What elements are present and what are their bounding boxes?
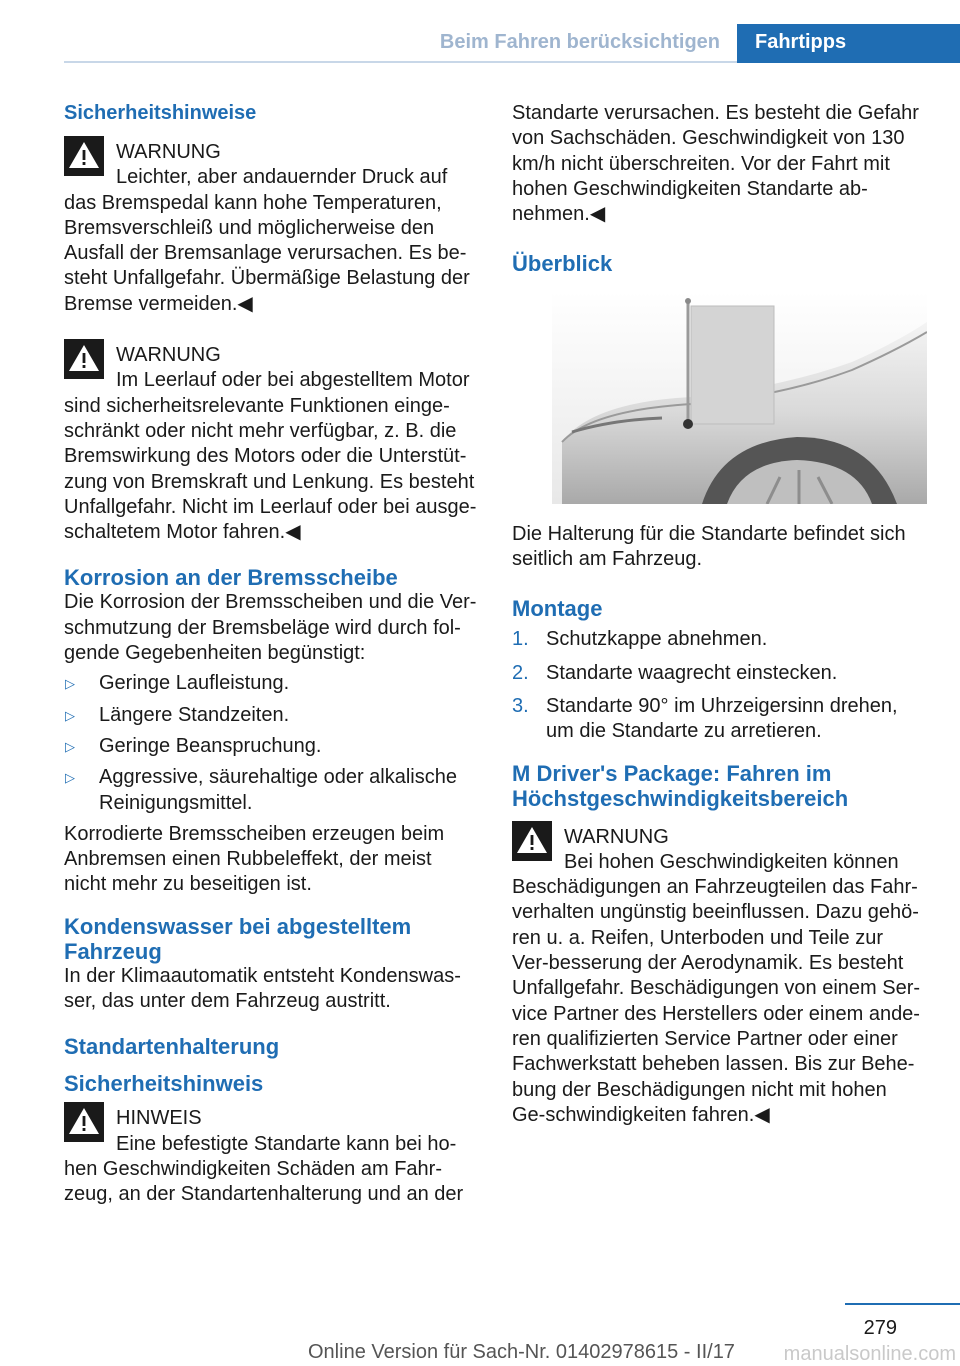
step-number: 1. [512, 628, 529, 651]
heading-m-drivers-package: M Driver's Package: Fahren im Höchstgeschwindigkeitsbereich [512, 760, 849, 811]
list-item: 2. Standarte waagrecht einstecken. [512, 661, 925, 686]
heading-montage: Montage [512, 596, 603, 622]
heading-standartenhalterung: Standartenhalterung [64, 1034, 280, 1060]
note-continuation: Standarte verursachen. Es besteht die Gefahr von Sachschäden. Geschwindigkeit von 130 km/h nicht überschreiten. Vor der Fahrt mit hohen Geschwindigkeiten Standarte ab‐nehmen.◀ [512, 102, 919, 226]
warning-icon [64, 1102, 104, 1142]
list-item: 3. Standarte 90° im Uhrzeigersinn drehen, um die Standarte zu arretieren. [512, 694, 898, 743]
step-number: 2. [512, 661, 529, 684]
korrosion-intro: Die Korrosion der Bremsscheiben und die Ver‐schmutzung der Bremsbeläge wird durch fol‐gende Gegebenheiten begünstigt: [64, 591, 477, 665]
bullet-marker: ▷ [65, 676, 75, 692]
list-item: ▷ Geringe Beanspruchung. [64, 734, 477, 759]
heading-ueberblick: Überblick [512, 251, 613, 277]
warning-label: WARNUNG [116, 141, 221, 163]
bullet-marker: ▷ [65, 770, 75, 786]
list-item: ▷ Aggressive, säurehaltige oder alkalische Reinigungsmittel. [65, 766, 457, 814]
footer-rule [845, 1303, 960, 1305]
warning-text: Beschädigungen an Fahrzeugteilen das Fahr‐verhalten ungünstig beeinflussen. Dazu gehö‐ren u. a. Reifen, Unterboden und Teile zur Ver‐besserung der Aerodynamik. Es besteht Unfallgefahr. Beschädigungen von einem Ser‐vice Partner des Herstellers oder einem ande‐ren qualifizierten Service Partner oder einer Fachwerkstatt beheben lassen. Bis zur Behe‐bung der Beschädigungen nicht mit hohen Ge‐schwindigkeiten fahren.◀ [512, 876, 921, 1126]
warning-block-2 [64, 341, 477, 545]
warning-icon [64, 339, 104, 379]
bullet-marker: ▷ [65, 738, 75, 754]
warning-label: WARNUNG [564, 825, 669, 848]
warning-text-first: Im Leerlauf oder bei abgestelltem Motor [116, 369, 470, 392]
heading-sicherheitshinweis: Sicherheitshinweis [64, 1071, 264, 1097]
heading-korrosion: Korrosion an der Bremsscheibe [64, 565, 398, 591]
chapter-tab: Fahrtipps [737, 24, 960, 63]
bullet-marker: ▷ [65, 707, 75, 723]
korrosion-after: Korrodierte Bremsscheiben erzeugen beim Anbremsen einen Rubbeleffekt, der meist nicht mehr zu beseitigen ist. [64, 822, 445, 896]
warning-text-first: Leichter, aber andauernder Druck auf [116, 166, 448, 189]
warning-block-1 [64, 138, 477, 317]
online-version-note: Online Version für Sach-Nr. 01402978615 - II/17 [308, 1341, 735, 1363]
left-column [64, 101, 477, 1208]
warning-text: das Bremspedal kann hohe Temperaturen, Bremsverschleiß und möglicherweise den Ausfall der Bremsanlage verursachen. Es be‐steht Unfallgefahr. Übermäßige Belastung der Bremse vermeiden.◀ [64, 191, 470, 315]
note-text: hen Geschwindigkeiten Schäden am Fahr‐zeug, an der Standartenhalterung und an der [64, 1157, 464, 1206]
warning-icon [64, 136, 104, 176]
montage-steps [512, 627, 925, 744]
warning-label: WARNUNG [116, 344, 221, 367]
right-column [512, 101, 925, 1128]
note-label: HINWEIS [116, 1107, 202, 1130]
heading-sicherheitshinweise: Sicherheitshinweise [64, 102, 257, 124]
watermark: manualsonline.com [783, 1343, 956, 1365]
warning-text-first: Bei hohen Geschwindigkeiten können [564, 850, 899, 873]
korrosion-list [64, 671, 477, 815]
breadcrumb: Beim Fahren berücksichtigen [439, 31, 720, 53]
heading-kondenswasser: Kondenswasser bei abgestelltem Fahrzeug [64, 913, 412, 964]
kondens-text: In der Klimaautomatik entsteht Kondenswas‐ser, das unter dem Fahrzeug austritt. [64, 964, 461, 1013]
warning-block-3 [512, 823, 925, 1129]
warning-text: sind sicherheitsrelevante Funktionen einge‐schränkt oder nicht mehr verfügbar, z. B. die Bremswirkung des Motors oder die Unterstüt‐zung von Bremskraft und Lenkung. Es besteht Unfallgefahr. Nicht im Leerlauf oder bei ausge‐schaltetem Motor fahren.◀ [64, 394, 477, 544]
list-item: ▷ Längere Standzeiten. [64, 703, 477, 728]
car-flag-holder-image [552, 292, 927, 504]
list-item: ▷ Geringe Laufleistung. [64, 671, 477, 696]
image-caption: Die Halterung für die Standarte befindet sich seitlich am Fahrzeug. [512, 522, 906, 571]
note-block [64, 1104, 477, 1207]
step-number: 3. [512, 694, 529, 717]
warning-icon [512, 821, 552, 861]
list-item: 1. Schutzkappe abnehmen. [512, 627, 925, 652]
page-number: 279 [863, 1317, 897, 1339]
note-text-first: Eine befestigte Standarte kann bei ho‐ [116, 1132, 457, 1155]
